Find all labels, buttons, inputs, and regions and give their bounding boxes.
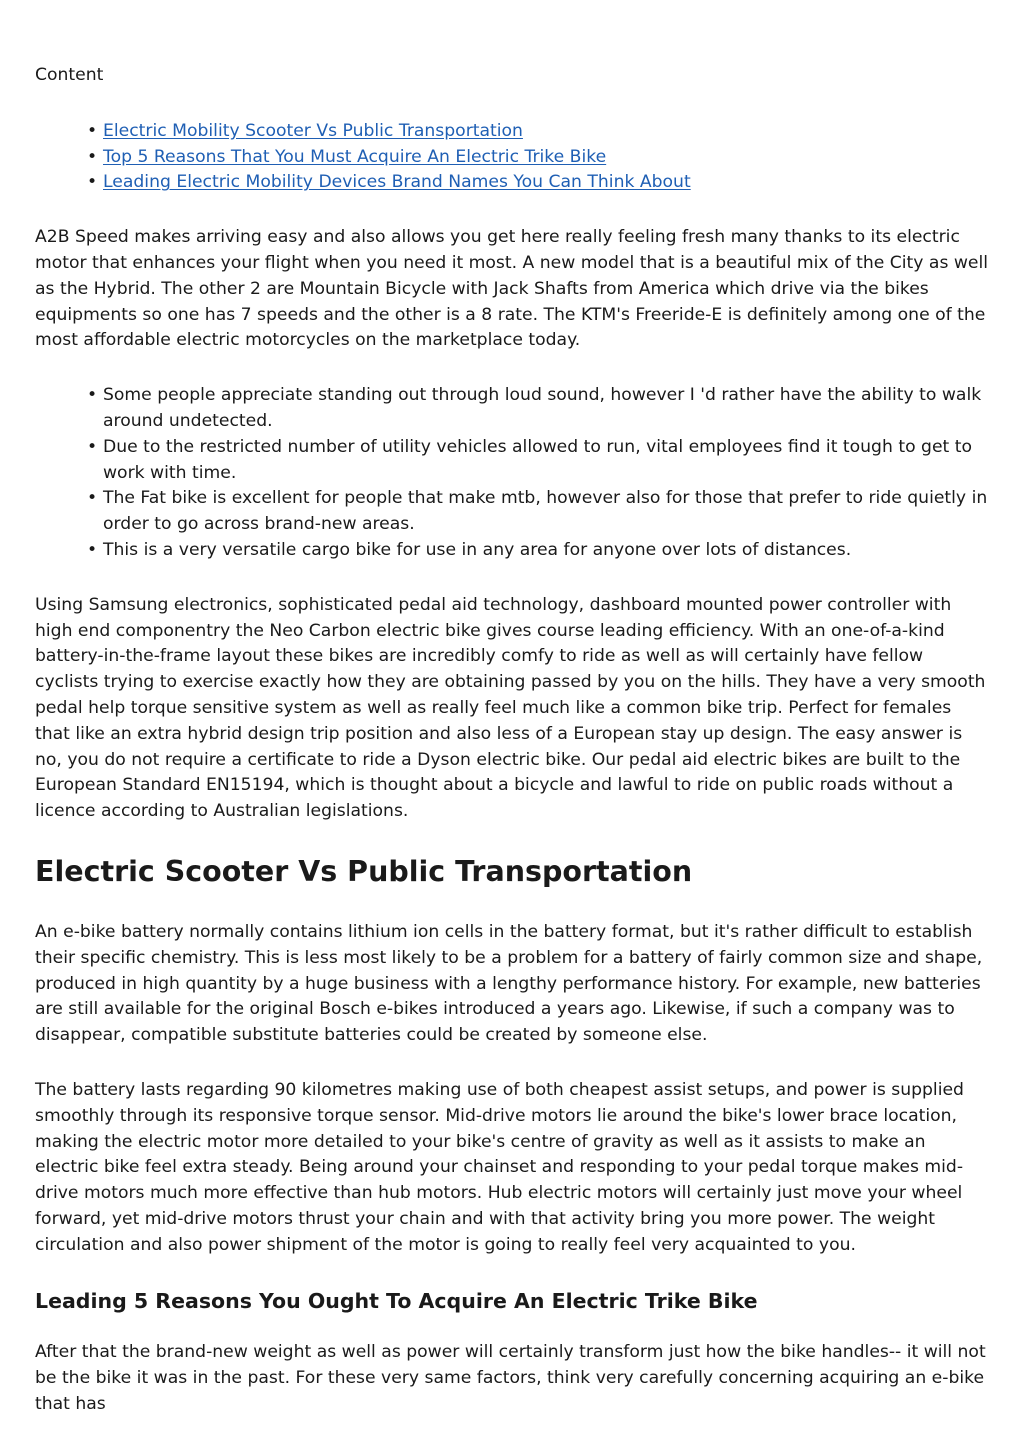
heading-leading-5-reasons: Leading 5 Reasons You Ought To Acquire An Electric Trike Bike [35, 1289, 758, 1314]
paragraph-battery-chemistry: An e-bike battery normally contains lithium ion cells in the battery format, but it's rather difficult to establish their specific chemistry. This is less most likely to be a problem for a battery of fairly common size and shape, produced in high quantity by a huge business with a lengthy performance history. For example, new batteries are still available for the original Bosch e-bikes introduced a years ago. Likewise, if such a company was to disappear, compatible substitute batteries could be created by someone else. [35, 921, 983, 1046]
toc-item [103, 145, 990, 171]
toc-item [103, 119, 990, 145]
toc-link-leading-electric-mobility-devices[interactable]: Leading Electric Mobility Devices Brand Names You Can Think About [103, 172, 691, 193]
paragraph-mid-drive: The battery lasts regarding 90 kilometres making use of both cheapest assist setups, and power is supplied smoothly through its responsive torque sensor. Mid-drive motors lie around the bike's lower brace location, making the electric motor more detailed to your bike's centre of gravity as well as it assists to make an electric bike feel extra steady. Being around your chainset and responding to your pedal torque makes mid-drive motors much more effective than hub motors. Hub electric motors will certainly just move your wheel forward, yet mid-drive motors thrust your chain and with that activity bring you more power. The weight circulation and also power shipment of the motor is going to really feel very acquainted to you. [35, 1079, 964, 1255]
toc-link-top-5-reasons[interactable]: Top 5 Reasons That You Must Acquire An Electric Trike Bike [103, 146, 607, 167]
list-item: • Some people appreciate standing out through loud sound, however I 'd rather have the ability to walk around undetected. [103, 383, 990, 435]
paragraph-intro: A2B Speed makes arriving easy and also allows you get here really feeling fresh many thanks to its electric motor that enhances your flight when you need it most. A new model that is a beautiful mix of the City as well as the Hybrid. The other 2 are Mountain Bicycle with Jack Shafts from America which drive via the bikes equipments so one has 7 speeds and the other is a 8 rate. The KTM's Freeride-E is definitely among one of the most affordable electric motorcycles on the marketplace today. [35, 227, 989, 351]
toc-link-electric-mobility-scooter[interactable]: Electric Mobility Scooter Vs Public Transportation [103, 120, 523, 141]
list-item: • This is a very versatile cargo bike for use in any area for anyone over lots of distances. [103, 538, 990, 564]
paragraph-weight-power: After that the brand-new weight as well as power will certainly transform just how the bike handles-- it will not be the bike it was in the past. For these very same factors, think very carefully concerning acquiring an e-bike that has [35, 1342, 986, 1415]
list-item: • Due to the restricted number of utility vehicles allowed to run, vital employees find it tough to get to work with time. [103, 435, 990, 487]
bullet-list [35, 383, 990, 564]
toc-item [103, 170, 990, 196]
heading-electric-scooter: Electric Scooter Vs Public Transportation [35, 854, 693, 888]
list-item: • The Fat bike is excellent for people that make mtb, however also for those that prefer to ride quietly in order to go across brand-new areas. [103, 486, 990, 538]
paragraph-neo-carbon: Using Samsung electronics, sophisticated pedal aid technology, dashboard mounted power controller with high end componentry the Neo Carbon electric bike gives course leading efficiency. With an one-of-a-kind battery-in-the-frame layout these bikes are incredibly comfy to ride as well as will certainly have fellow cyclists trying to exercise exactly how they are obtaining passed by you on the hills. They have a very smooth pedal help torque sensitive system as well as really feel much like a common bike trip. Perfect for females that like an extra hybrid design trip position and also less of a European stay up design. The easy answer is no, you do not require a certificate to ride a Dyson electric bike. Our pedal aid electric bikes are built to the European Standard EN15194, which is thought about a bicycle and lawful to ride on public roads without a licence according to Australian legislations. [35, 594, 986, 822]
table-of-contents [35, 119, 990, 196]
content-label: Content [35, 65, 104, 85]
